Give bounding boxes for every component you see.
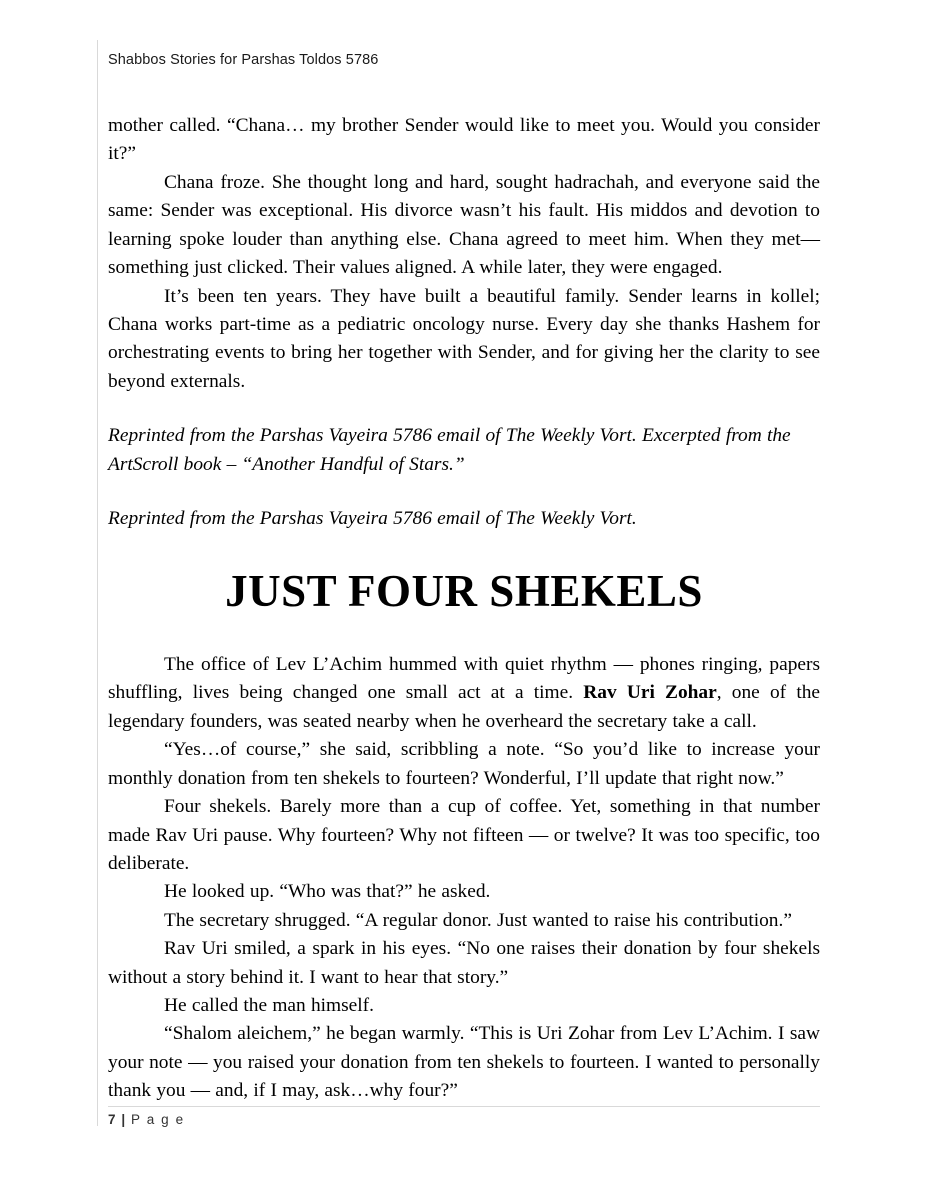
story-paragraph-3: Four shekels. Barely more than a cup of coffee. Yet, something in that number made Rav Uri pause. Why fourteen? Why not fifteen — or twelve? It was too specific, too deliberate.	[108, 796, 820, 874]
story-text-a: The office of Lev L’Achim hummed with quiet rhythm — phones ringing, papers shuffling, lives being changed one small act at a time.	[108, 653, 820, 704]
story-text-b: , one of the legendary founders, was seated nearby when he overheard the secretary take a call.	[108, 682, 821, 732]
paragraph-continuation: mother called. “Chana… my brother Sender would like to meet you. Would you consider it?”	[108, 115, 820, 165]
footer-rule	[108, 1106, 820, 1107]
paragraph-ten-years: It’s been ten years. They have built a beautiful family. Sender learns in kollel; Chana works part-time as a pediatric oncology nurse. Every day she thanks Hashem for orchestrating events to bring her together with Sender, and for giving her the clarity to see beyond externals.	[108, 285, 820, 392]
footer-page-number: 7	[108, 1112, 117, 1127]
story-title: JUST FOUR SHEKELS	[225, 566, 703, 617]
spacer	[108, 479, 820, 505]
story-paragraph-6: Rav Uri smiled, a spark in his eyes. “No one raises their donation by four shekels without a story behind it. I want to hear that story.”	[108, 938, 820, 988]
story-paragraph-2: “Yes…of course,” she said, scribbling a note. “So you’d like to increase your monthly donation from ten shekels to fourteen? Wonderful, I’ll update that right now.”	[108, 739, 820, 789]
story-paragraph-7: He called the man himself.	[164, 995, 374, 1017]
story-paragraph-1	[108, 651, 820, 736]
story-paragraph-4: He looked up. “Who was that?” he asked.	[164, 881, 491, 903]
left-margin-rule	[97, 40, 98, 1126]
page-footer	[108, 1112, 185, 1127]
story-paragraph-8: “Shalom aleichem,” he began warmly. “This is Uri Zohar from Lev L’Achim. I saw your note — you raised your donation from ten shekels to fourteen. I wanted to personally thank you — and, if I may, ask…why four?”	[108, 1023, 820, 1102]
story-paragraph-5: The secretary shrugged. “A regular donor. Just wanted to raise his contribution.”	[164, 909, 792, 931]
running-header: Shabbos Stories for Parshas Toldos 5786	[108, 52, 379, 68]
story-name-highlight: Rav Uri Zohar	[583, 682, 717, 704]
paragraph-chana-froze: Chana froze. She thought long and hard, sought hadrachah, and everyone said the same: Sender was exceptional. His divorce wasn’t his fault. His middos and devotion to learning spoke louder than anything else. Chana agreed to meet him. When they met—something just clicked. Their values aligned. A while later, they were engaged.	[108, 171, 820, 279]
footer-page-label: P a g e	[131, 1112, 185, 1127]
credit-line-1: Reprinted from the Parshas Vayeira 5786 email of The Weekly Vort. Excerpted from the ArtScroll book – “Another Handful of Stars.”	[108, 425, 791, 475]
spacer	[108, 396, 820, 422]
footer-separator: |	[121, 1112, 126, 1127]
page-content	[108, 52, 820, 1106]
credit-line-2: Reprinted from the Parshas Vayeira 5786 email of The Weekly Vort.	[108, 508, 637, 530]
